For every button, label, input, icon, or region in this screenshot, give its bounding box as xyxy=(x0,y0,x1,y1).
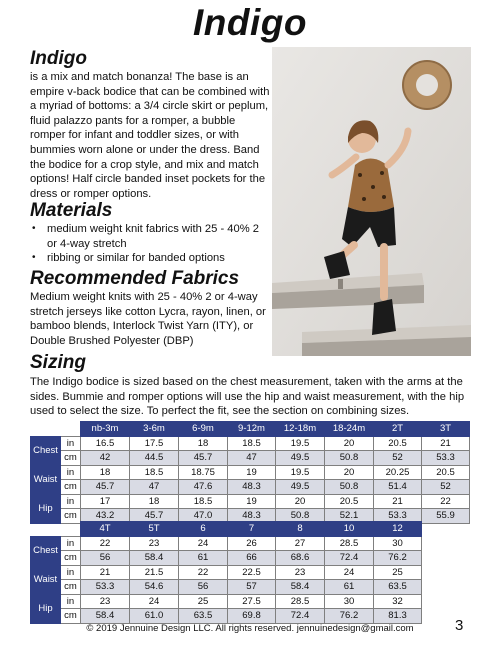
table-cell: 49.5 xyxy=(276,451,325,466)
measurement-label: Chest xyxy=(31,536,61,565)
size-header: 2T xyxy=(374,422,422,437)
table-row xyxy=(31,536,422,551)
intro-heading: Indigo xyxy=(30,48,87,69)
table-cell: 58.4 xyxy=(276,580,325,595)
table-cell: 24 xyxy=(325,565,374,580)
table-cell: 27 xyxy=(276,536,325,551)
table-cell: 50.8 xyxy=(325,451,374,466)
table-cell: 61 xyxy=(179,551,228,566)
size-header: 7 xyxy=(228,522,276,537)
intro-text: is a mix and match bonanza! The base is an empire v-back bodice that can be combined with a myriad of bottoms: a 3/4 circle skirt or peplum, fluid palazzo pants for a romper, a bubble romper for infant and toddler sizes, or with bummies worn alone or under the dress. Band the bodice for a crop style, and mix and match options! Half circle banded inset pockets for the dress or romper options. xyxy=(30,71,270,200)
unit-label: in xyxy=(61,594,81,609)
table-cell: 56 xyxy=(179,580,228,595)
table-cell: 51.4 xyxy=(374,480,422,495)
table-cell: 47 xyxy=(228,451,276,466)
table-cell: 81.3 xyxy=(374,609,422,624)
measurement-label: Waist xyxy=(31,465,61,494)
unit-label: in xyxy=(61,565,81,580)
table-cell: 76.2 xyxy=(325,609,374,624)
table-cell: 27.5 xyxy=(228,594,276,609)
table-cell: 16.5 xyxy=(81,436,130,451)
table-cell: 18.5 xyxy=(130,465,179,480)
table-cell: 19.5 xyxy=(276,465,325,480)
table-row xyxy=(31,565,422,580)
table-cell: 25 xyxy=(179,594,228,609)
table-cell: 52.1 xyxy=(325,509,374,524)
unit-label: in xyxy=(61,465,81,480)
materials-item: • medium weight knit fabrics with 25 - 40% 2 or 4-way stretch xyxy=(30,222,270,251)
table-cell: 47 xyxy=(130,480,179,495)
table-cell: 18 xyxy=(130,494,179,509)
wall-ring-icon xyxy=(403,61,451,109)
table-cell: 20 xyxy=(325,436,374,451)
table-cell: 18 xyxy=(179,436,228,451)
table-cell: 20.25 xyxy=(374,465,422,480)
table-row xyxy=(31,580,422,595)
table-cell: 20 xyxy=(276,494,325,509)
size-header: 12-18m xyxy=(276,422,325,437)
table-cell: 22 xyxy=(81,536,130,551)
table-cell: 23 xyxy=(130,536,179,551)
table-cell: 57 xyxy=(228,580,276,595)
table-cell: 18.75 xyxy=(179,465,228,480)
table-cell: 26 xyxy=(228,536,276,551)
unit-label: in xyxy=(61,494,81,509)
table-row xyxy=(31,494,470,509)
size-header: 6 xyxy=(179,522,228,537)
size-header: 10 xyxy=(325,522,374,537)
table-row xyxy=(31,551,422,566)
table-cell: 30 xyxy=(374,536,422,551)
table-cell: 61.0 xyxy=(130,609,179,624)
model-photo xyxy=(272,47,471,356)
table-cell: 28.5 xyxy=(276,594,325,609)
table-row xyxy=(31,609,422,624)
table-cell: 19 xyxy=(228,494,276,509)
table-cell: 49.5 xyxy=(276,480,325,495)
table-cell: 21 xyxy=(374,494,422,509)
measurement-label: Hip xyxy=(31,594,61,623)
table-cell: 18.5 xyxy=(228,436,276,451)
size-header: 3T xyxy=(422,422,470,437)
measurement-label: Chest xyxy=(31,436,61,465)
table-cell: 20.5 xyxy=(374,436,422,451)
table-cell: 23 xyxy=(276,565,325,580)
size-header: 9-12m xyxy=(228,422,276,437)
table-cell: 63.5 xyxy=(374,580,422,595)
table-cell: 68.6 xyxy=(276,551,325,566)
table-cell: 47.0 xyxy=(179,509,228,524)
table-cell: 23 xyxy=(81,594,130,609)
size-header: 5T xyxy=(130,522,179,537)
fabrics-text: Medium weight knits with 25 - 40% 2 or 4-way stretch jerseys like cotton Lycra, rayon, linen, or bamboo blends, Interlock Twist Yarn (ITY), or Double Brushed Polyester (DBP) xyxy=(30,291,266,347)
measurement-label: Waist xyxy=(31,565,61,594)
unit-label: in xyxy=(61,536,81,551)
page-number: 3 xyxy=(455,617,464,634)
table-cell: 61 xyxy=(325,580,374,595)
unit-label: cm xyxy=(61,451,81,466)
table-cell: 20.5 xyxy=(422,465,470,480)
table-cell: 45.7 xyxy=(130,509,179,524)
table-corner xyxy=(31,422,81,437)
table-cell: 19 xyxy=(228,465,276,480)
table-cell: 28.5 xyxy=(325,536,374,551)
table-cell: 17 xyxy=(81,494,130,509)
table-cell: 53.3 xyxy=(374,509,422,524)
table-cell: 58.4 xyxy=(130,551,179,566)
table-row xyxy=(31,451,470,466)
table-cell: 20.5 xyxy=(325,494,374,509)
table-cell: 66 xyxy=(228,551,276,566)
unit-label: cm xyxy=(61,509,81,524)
size-header: 3-6m xyxy=(130,422,179,437)
size-header: nb-3m xyxy=(81,422,130,437)
table-cell: 58.4 xyxy=(81,609,130,624)
materials-item: • ribbing or similar for banded options xyxy=(30,251,270,266)
size-header: 12 xyxy=(374,522,422,537)
size-chart-infant-toddler xyxy=(30,421,470,524)
table-cell: 21.5 xyxy=(130,565,179,580)
size-header: 8 xyxy=(276,522,325,537)
table-cell: 50.8 xyxy=(276,509,325,524)
table-cell: 24 xyxy=(179,536,228,551)
table-cell: 17.5 xyxy=(130,436,179,451)
table-cell: 25 xyxy=(374,565,422,580)
table-corner xyxy=(31,522,81,537)
table-cell: 48.3 xyxy=(228,480,276,495)
table-cell: 53.3 xyxy=(422,451,470,466)
table-cell: 45.7 xyxy=(81,480,130,495)
table-cell: 56 xyxy=(81,551,130,566)
table-cell: 48.3 xyxy=(228,509,276,524)
table-cell: 53.3 xyxy=(81,580,130,595)
table-cell: 76.2 xyxy=(374,551,422,566)
table-cell: 72.4 xyxy=(325,551,374,566)
unit-label: cm xyxy=(61,609,81,624)
table-cell: 43.2 xyxy=(81,509,130,524)
table-cell: 22 xyxy=(422,494,470,509)
table-cell: 52 xyxy=(374,451,422,466)
table-cell: 72.4 xyxy=(276,609,325,624)
table-cell: 22.5 xyxy=(228,565,276,580)
table-row xyxy=(31,436,470,451)
size-chart-kids xyxy=(30,521,422,624)
table-cell: 24 xyxy=(130,594,179,609)
table-cell: 44.5 xyxy=(130,451,179,466)
table-cell: 50.8 xyxy=(325,480,374,495)
table-cell: 18.5 xyxy=(179,494,228,509)
table-cell: 45.7 xyxy=(179,451,228,466)
table-cell: 20 xyxy=(325,465,374,480)
copyright-footer: © 2019 Jennuine Design LLC. All rights reserved. jennuinedesign@gmail.com xyxy=(86,623,414,634)
table-cell: 54.6 xyxy=(130,580,179,595)
materials-list xyxy=(30,222,270,266)
table-cell: 18 xyxy=(81,465,130,480)
sizing-text: The Indigo bodice is sized based on the chest measurement, taken with the arms at the sides. Bummie and romper options will use the hip and waist measurement, with the hip used to select the size. To perfect the fit, see the section on combining sizes. xyxy=(30,376,465,418)
fabrics-heading: Recommended Fabrics xyxy=(30,268,240,289)
unit-label: cm xyxy=(61,580,81,595)
table-cell: 63.5 xyxy=(179,609,228,624)
unit-label: in xyxy=(61,436,81,451)
table-cell: 55.9 xyxy=(422,509,470,524)
unit-label: cm xyxy=(61,551,81,566)
table-cell: 47.6 xyxy=(179,480,228,495)
materials-heading: Materials xyxy=(30,200,113,221)
table-cell: 30 xyxy=(325,594,374,609)
table-cell: 32 xyxy=(374,594,422,609)
page-title: Indigo xyxy=(193,2,307,43)
sizing-heading: Sizing xyxy=(30,352,86,373)
table-cell: 19.5 xyxy=(276,436,325,451)
size-header: 6-9m xyxy=(179,422,228,437)
measurement-label: Hip xyxy=(31,494,61,523)
table-row xyxy=(31,594,422,609)
table-cell: 69.8 xyxy=(228,609,276,624)
table-cell: 21 xyxy=(422,436,470,451)
table-cell: 21 xyxy=(81,565,130,580)
table-cell: 42 xyxy=(81,451,130,466)
table-row xyxy=(31,480,470,495)
size-header: 18-24m xyxy=(325,422,374,437)
table-cell: 22 xyxy=(179,565,228,580)
unit-label: cm xyxy=(61,480,81,495)
table-row xyxy=(31,465,470,480)
table-cell: 52 xyxy=(422,480,470,495)
size-header: 4T xyxy=(81,522,130,537)
